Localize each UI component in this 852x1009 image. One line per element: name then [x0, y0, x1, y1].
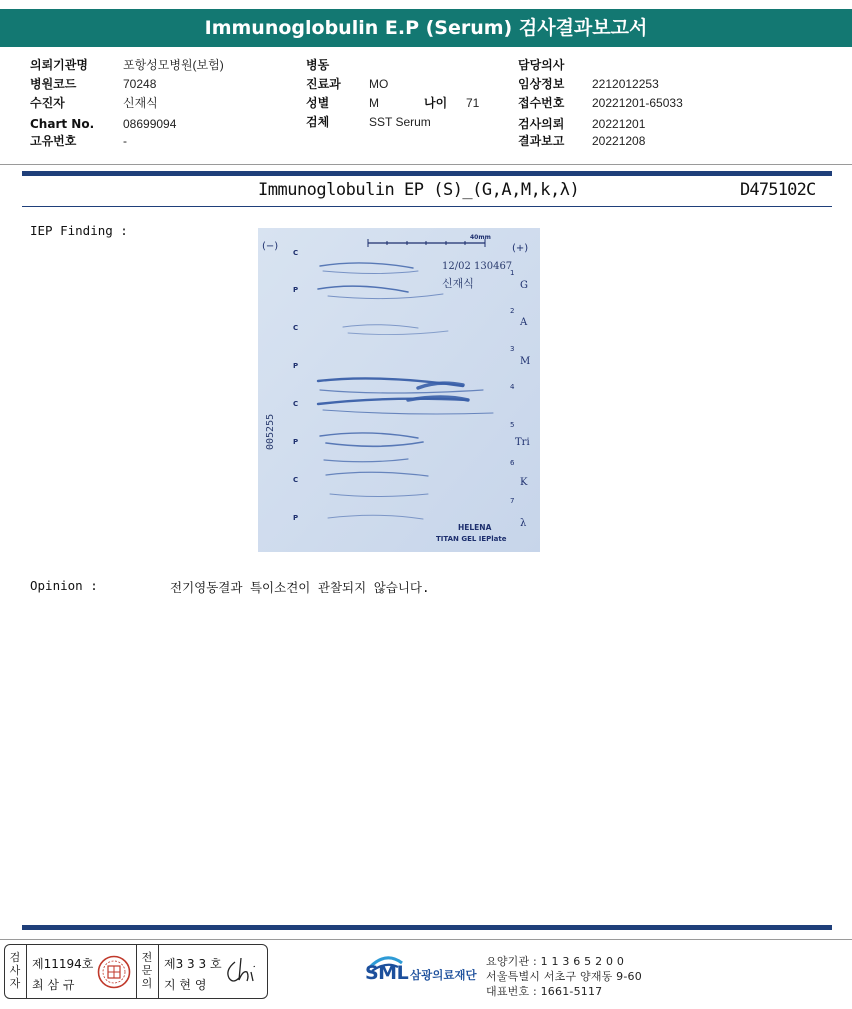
label-age: 나이 — [424, 96, 448, 110]
value-hospital-code: 70248 — [123, 77, 157, 91]
label-receipt-no: 접수번호 — [518, 96, 565, 110]
section-rule-top — [22, 171, 832, 176]
inspector-license: 제11194호 — [32, 957, 94, 971]
gel-side-code: 005255 — [265, 413, 276, 450]
lane-number: 3 — [510, 345, 515, 353]
test-name: Immunoglobulin EP (S)_(G,A,M,k,λ) — [258, 180, 580, 200]
value-receipt-no: 20221201-65033 — [592, 96, 683, 110]
label-hospital-code: 병원코드 — [30, 77, 77, 91]
opinion-label: Opinion : — [30, 578, 98, 593]
address-line: 요양기관 : 1 1 3 6 5 2 0 0 — [486, 955, 625, 968]
gel-patient-handwritten: 신재식 — [442, 277, 474, 290]
report-title: Immunoglobulin E.P (Serum) 검사결과보고서 — [0, 9, 852, 47]
label-institution: 의뢰기관명 — [30, 58, 88, 72]
lane-letter: C — [293, 476, 299, 484]
lane-number: 1 — [510, 269, 515, 277]
lane-letter: P — [293, 362, 299, 370]
gel-scale-label: 40mm — [470, 234, 491, 241]
gel-background — [258, 228, 540, 552]
value-specimen: SST Serum — [369, 115, 431, 129]
doctor-name: 지 현 영 — [164, 978, 207, 992]
lane-letter: P — [293, 438, 299, 446]
address-line: 서울특별시 서초구 양재동 9-60 — [486, 970, 642, 983]
value-report-date: 20221208 — [592, 134, 646, 148]
antiserum-label: M — [520, 356, 531, 367]
label-request-date: 검사의뢰 — [518, 117, 565, 131]
section-rule-bottom — [22, 925, 832, 930]
value-request-date: 20221201 — [592, 117, 646, 131]
lane-letter: C — [293, 324, 299, 332]
antiserum-label: Tri — [515, 437, 530, 448]
label-doctor: 담당의사 — [518, 58, 565, 72]
label-chart-no: Chart No. — [30, 117, 95, 131]
label-patient: 수진자 — [30, 96, 65, 110]
signature-box — [4, 944, 268, 999]
lane-number: 2 — [510, 307, 515, 315]
lane-letter: C — [293, 249, 299, 257]
info-divider — [0, 164, 852, 165]
lane-letter: P — [293, 514, 299, 522]
value-clinical-info: 2212012253 — [592, 77, 659, 91]
gel-brand: HELENA — [458, 523, 492, 532]
lane-letter: C — [293, 400, 299, 408]
label-department: 진료과 — [306, 77, 341, 91]
lane-number: 6 — [510, 459, 515, 467]
label-clinical-info: 임상정보 — [518, 77, 565, 91]
footer-divider — [0, 939, 852, 940]
label-unique-no: 고유번호 — [30, 134, 77, 148]
antiserum-label: K — [520, 477, 528, 488]
doctor-license: 제3 3 3 호 — [164, 957, 222, 971]
gel-minus-label: (−) — [262, 241, 279, 252]
value-sex: M — [369, 96, 379, 110]
value-unique-no: - — [123, 134, 127, 148]
value-institution: 포항성모병원(보험) — [123, 58, 224, 72]
label-ward: 병동 — [306, 58, 330, 72]
gel-product: TITAN GEL IEPlate — [436, 535, 507, 543]
test-code: D475102C — [740, 180, 816, 200]
antiserum-label: λ — [520, 518, 527, 529]
lane-number: 7 — [510, 497, 515, 505]
iep-finding-label: IEP Finding : — [30, 223, 128, 238]
iep-gel-image — [258, 228, 540, 552]
address-line: 대표번호 : 1661-5117 — [486, 985, 603, 998]
value-age: 71 — [466, 96, 480, 110]
doctor-role: 전문의 — [141, 951, 153, 990]
inspector-name: 최 삼 규 — [32, 978, 75, 992]
value-patient: 신재식 — [123, 96, 158, 110]
label-specimen: 검체 — [306, 115, 330, 129]
sml-org-name: 삼광의료재단 — [410, 968, 477, 982]
lane-number: 5 — [510, 421, 515, 429]
opinion-text: 전기영동결과 특이소견이 관찰되지 않습니다. — [170, 580, 430, 595]
test-underline — [22, 206, 832, 207]
value-chart-no: 08699094 — [123, 117, 177, 131]
antiserum-label: G — [520, 280, 528, 291]
inspector-seal-icon — [97, 955, 131, 989]
sml-abbr: SML — [365, 962, 409, 984]
antiserum-label: A — [520, 317, 528, 328]
doctor-signature-icon — [223, 954, 263, 988]
inspector-role: 검사자 — [9, 951, 21, 990]
label-sex: 성별 — [306, 96, 330, 110]
value-department: MO — [369, 77, 389, 91]
gel-plus-label: (+) — [512, 243, 529, 254]
lane-number: 4 — [510, 383, 515, 391]
gel-date-id: 12/02 130467 — [442, 261, 513, 272]
lane-letter: P — [293, 286, 299, 294]
label-report-date: 결과보고 — [518, 134, 565, 148]
